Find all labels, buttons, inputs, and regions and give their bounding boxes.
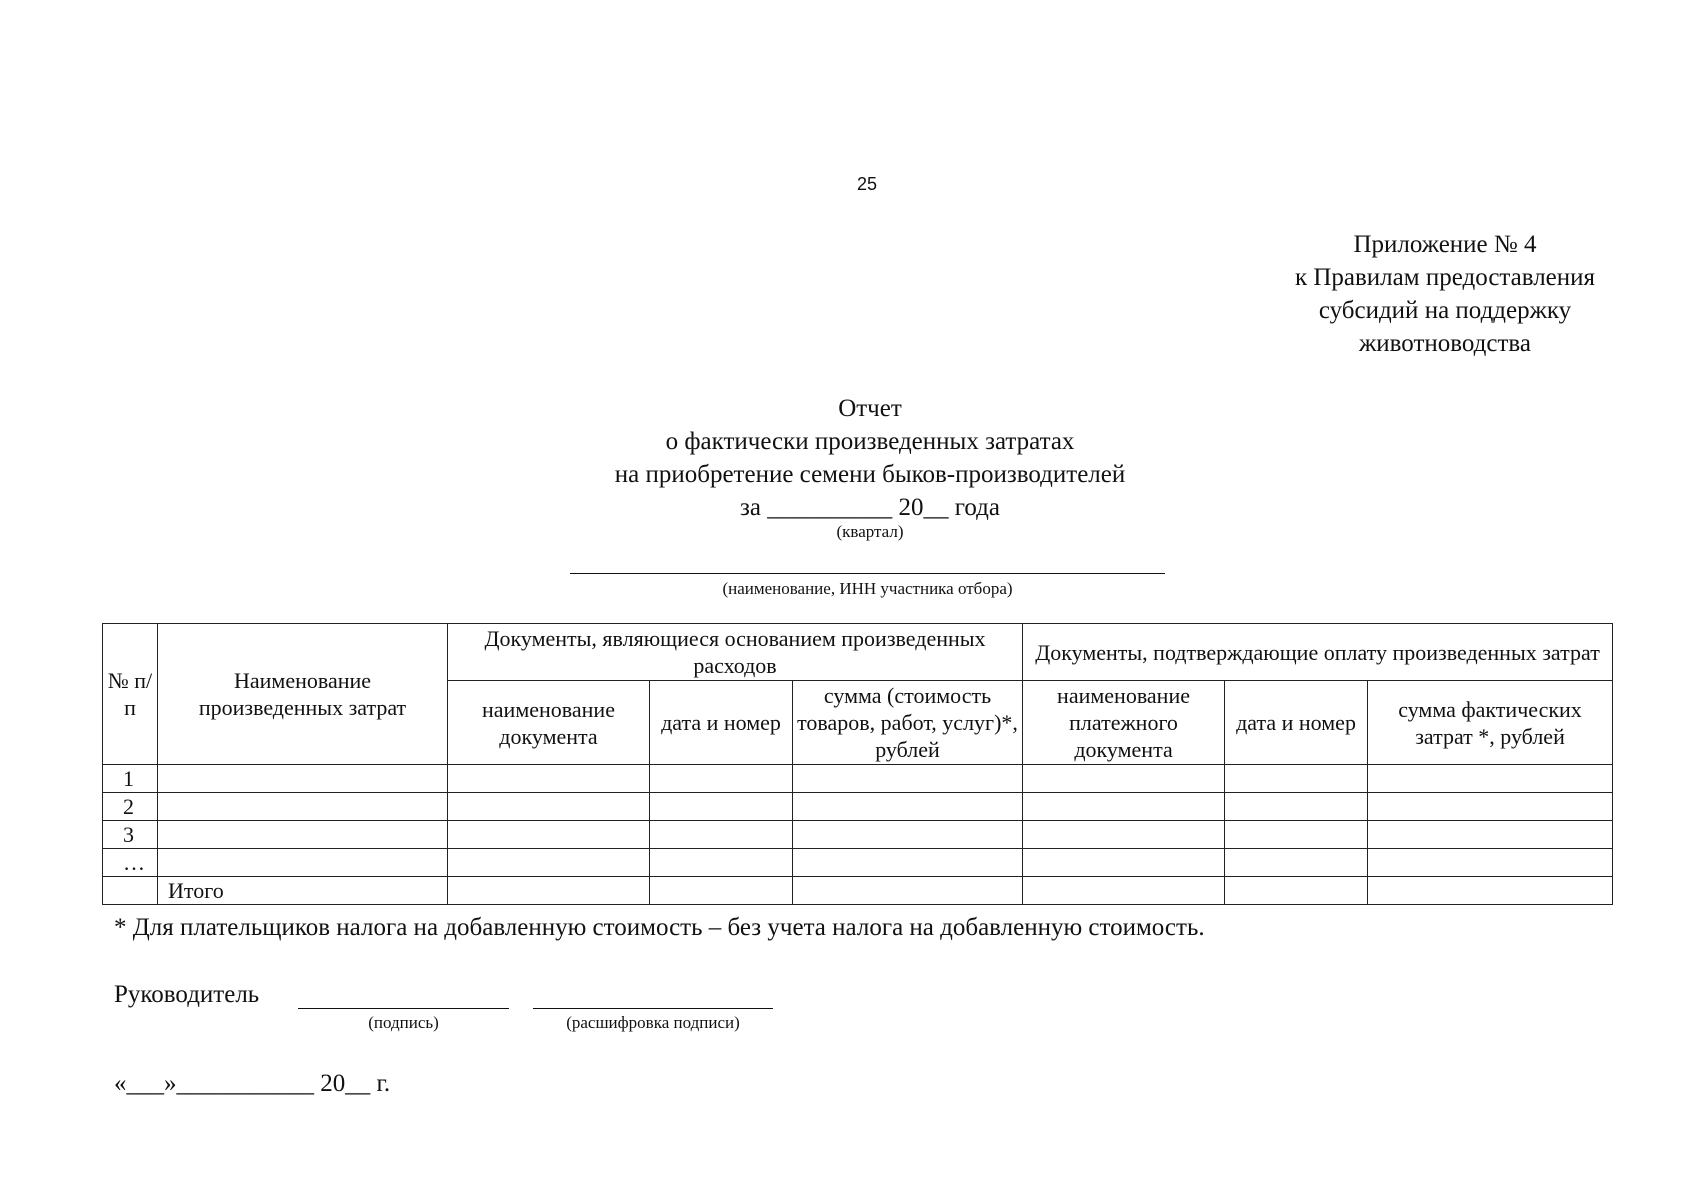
table-total-row [103, 877, 1613, 905]
title-line-3: на приобретение семени быков-производителей [614, 461, 1126, 488]
cell[interactable] [1225, 821, 1368, 849]
table-row [103, 793, 1613, 821]
appendix-line-3: субсидий на поддержку [1318, 297, 1572, 324]
cell[interactable] [1225, 849, 1368, 877]
cell [103, 877, 158, 905]
cell[interactable] [650, 793, 793, 821]
cell[interactable] [158, 821, 448, 849]
page-number: 25 [856, 174, 878, 194]
period-year[interactable]: 20__ [898, 494, 949, 521]
total-label: Итого [158, 877, 448, 905]
cell[interactable] [793, 765, 1023, 793]
cell[interactable] [448, 793, 650, 821]
title-line-1: Отчет [838, 395, 902, 422]
cell[interactable] [650, 877, 793, 905]
manager-label: Руководитель [114, 981, 260, 1008]
participant-caption: (наименование, ИНН участника отбора) [722, 579, 1013, 598]
cell[interactable] [1368, 793, 1613, 821]
row-number: 1 [103, 765, 158, 793]
cell[interactable] [1225, 765, 1368, 793]
signature-decode-field[interactable] [533, 1008, 773, 1009]
cell[interactable] [793, 793, 1023, 821]
header-basis-documents: Документы, являющиеся основанием произведенных расходов [448, 624, 1023, 681]
table-row [103, 821, 1613, 849]
table-header-row-1 [103, 624, 1613, 681]
date-field[interactable]: «___»___________ 20__ г. [114, 1070, 391, 1097]
signature-field[interactable] [298, 1008, 509, 1009]
cell[interactable] [1023, 849, 1225, 877]
appendix-line-1: Приложение № 4 [1353, 231, 1537, 258]
cell[interactable] [650, 849, 793, 877]
header-number: № п/п [103, 624, 158, 765]
footnote: * Для плательщиков налога на добавленную стоимость – без учета налога на добавленную стоимость. [114, 914, 1205, 941]
cell[interactable] [793, 849, 1023, 877]
cell[interactable] [793, 877, 1023, 905]
participant-name-field[interactable] [570, 573, 1165, 574]
header-amount: сумма (стоимость товаров, работ, услуг)*, рублей [793, 681, 1023, 765]
signature-decode-caption: (расшифровка подписи) [566, 1013, 740, 1032]
cell[interactable] [650, 765, 793, 793]
row-number: … [103, 849, 158, 877]
cell[interactable] [1225, 793, 1368, 821]
table-row [103, 765, 1613, 793]
cell[interactable] [158, 765, 448, 793]
period-suffix: года [954, 494, 1000, 521]
cell[interactable] [448, 821, 650, 849]
cell[interactable] [650, 821, 793, 849]
cell[interactable] [1225, 877, 1368, 905]
cell[interactable] [448, 877, 650, 905]
cell[interactable] [1368, 765, 1613, 793]
cell[interactable] [1023, 793, 1225, 821]
title-period-line [500, 491, 1240, 524]
header-payment-doc-name: наименование платежного документа [1023, 681, 1225, 765]
header-date-number-2: дата и номер [1225, 681, 1368, 765]
report-title [500, 392, 1240, 524]
cell[interactable] [158, 849, 448, 877]
cell[interactable] [1368, 849, 1613, 877]
report-table [102, 623, 1613, 905]
table-row [103, 849, 1613, 877]
cell[interactable] [448, 849, 650, 877]
header-actual-amount: сумма фактических затрат *, рублей [1368, 681, 1613, 765]
cell[interactable] [1368, 821, 1613, 849]
appendix-header [1260, 228, 1630, 360]
row-number: 3 [103, 821, 158, 849]
cell[interactable] [158, 793, 448, 821]
quarter-caption: (квартал) [836, 522, 904, 541]
header-cost-name: Наименование произведенных затрат [158, 624, 448, 765]
cell[interactable] [448, 765, 650, 793]
cell[interactable] [1368, 877, 1613, 905]
appendix-line-2: к Правилам предоставления [1294, 264, 1596, 291]
cell[interactable] [1023, 821, 1225, 849]
cell[interactable] [793, 821, 1023, 849]
appendix-line-4: животноводства [1359, 330, 1531, 357]
cell[interactable] [1023, 877, 1225, 905]
title-line-2: о фактически произведенных затратах [665, 428, 1075, 455]
header-date-number-1: дата и номер [650, 681, 793, 765]
header-payment-documents: Документы, подтверждающие оплату произведенных затрат [1023, 624, 1613, 681]
row-number: 2 [103, 793, 158, 821]
signature-caption: (подпись) [368, 1013, 439, 1032]
cell[interactable] [1023, 765, 1225, 793]
header-doc-name: наименование документа [448, 681, 650, 765]
period-prefix: за [740, 494, 761, 521]
period-quarter-blank[interactable]: __________ [767, 494, 893, 521]
